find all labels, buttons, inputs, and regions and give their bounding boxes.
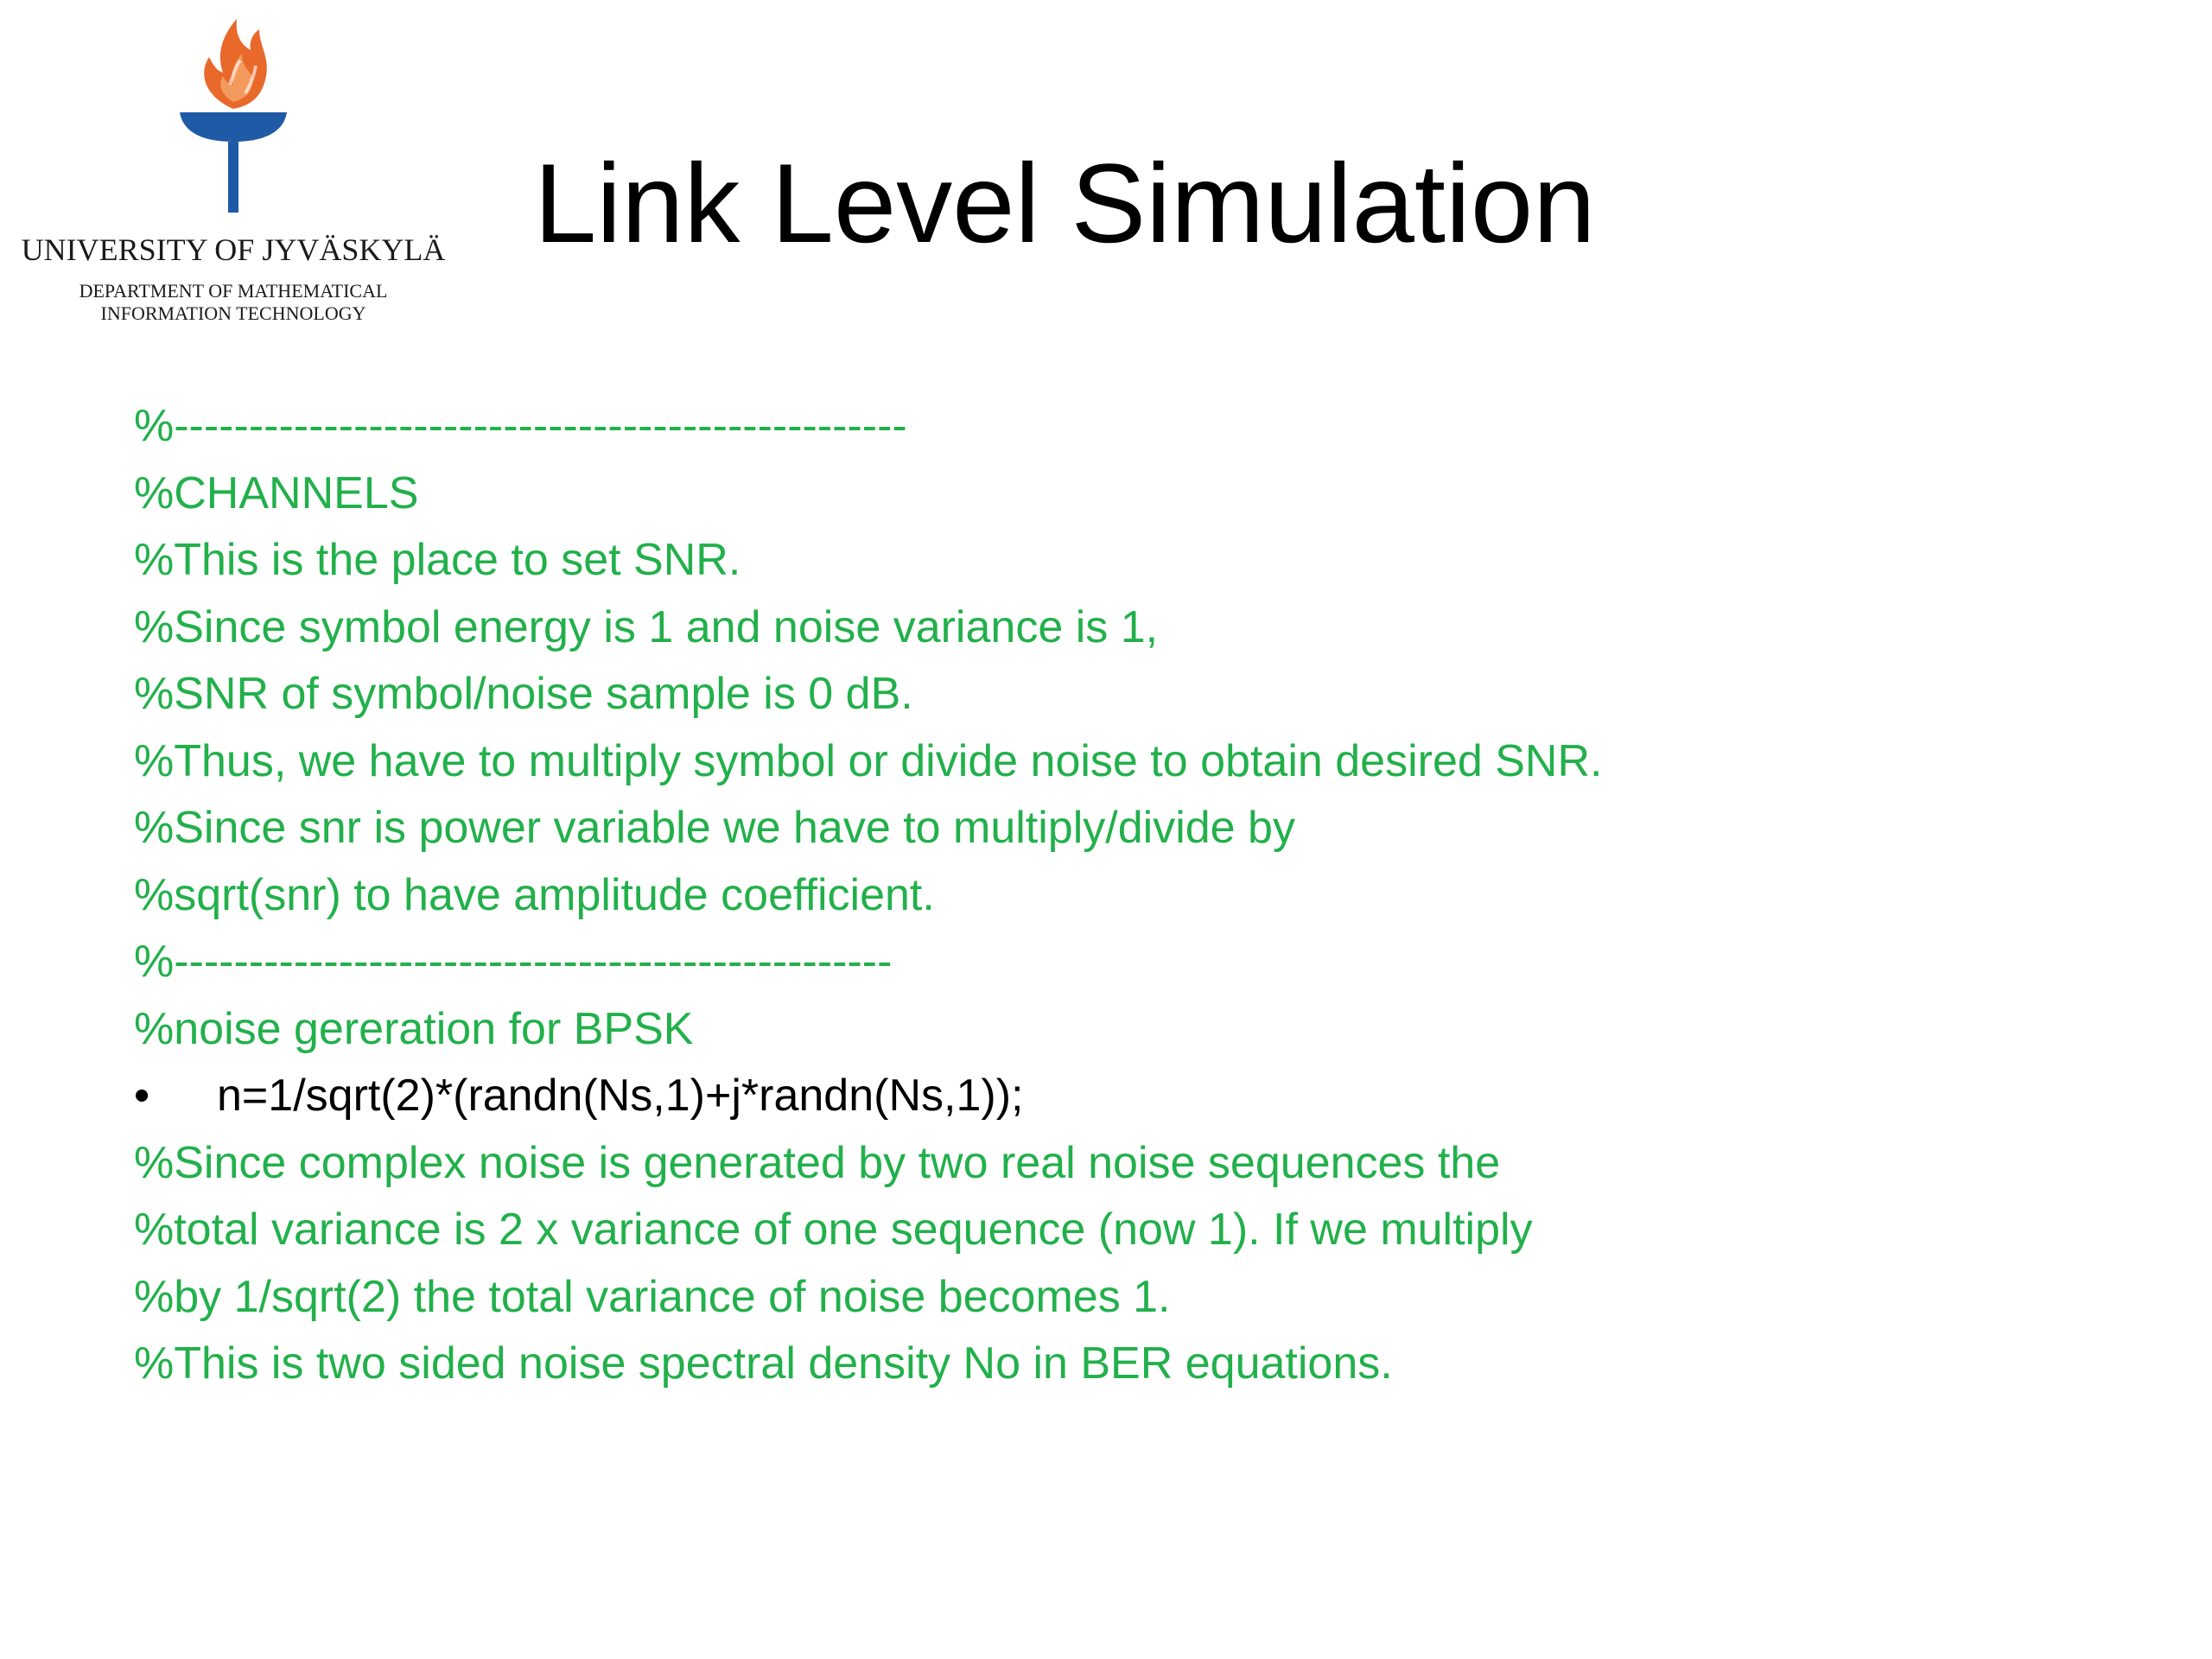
- logo-university-name: UNIVERSITY OF JYVÄSKYLÄ: [21, 232, 446, 267]
- comment-line: %------------------------------------------------: [134, 937, 893, 987]
- comment-line: %Thus, we have to multiply symbol or divide noise to obtain desired SNR.: [134, 735, 1603, 786]
- comment-line: %This is two sided noise spectral density No in BER equations.: [134, 1338, 1393, 1389]
- code-line: n=1/sqrt(2)*(randn(Ns,1)+j*randn(Ns,1));: [217, 1071, 1024, 1121]
- torch-icon: [173, 16, 294, 223]
- logo-department-line2: INFORMATION TECHNOLOGY: [100, 302, 366, 324]
- comment-line: %CHANNELS: [134, 467, 419, 518]
- slide-content: [134, 393, 2121, 1398]
- code-bullet: [134, 1063, 2121, 1130]
- logo-department: [17, 280, 449, 325]
- comment-line: %-------------------------------------------------: [134, 401, 907, 451]
- comment-line: %Since complex noise is generated by two real noise sequences the: [134, 1137, 1501, 1188]
- comment-line: %This is the place to set SNR.: [134, 535, 741, 585]
- bullet-marker: •: [134, 1071, 150, 1121]
- slide-title: Link Level Simulation: [534, 140, 1596, 266]
- comment-line: %Since symbol energy is 1 and noise variance is 1,: [134, 601, 1159, 652]
- comment-line: %noise gereration for BPSK: [134, 1003, 694, 1054]
- university-logo: [17, 16, 449, 324]
- comment-line: %total variance is 2 x variance of one sequence (now 1). If we multiply: [134, 1205, 1533, 1255]
- comment-line: %by 1/sqrt(2) the total variance of noise becomes 1.: [134, 1271, 1171, 1322]
- comment-line: %sqrt(snr) to have amplitude coefficient.: [134, 869, 935, 920]
- comment-line: %Since snr is power variable we have to multiply/divide by: [134, 803, 1295, 853]
- logo-department-line1: DEPARTMENT OF MATHEMATICAL: [79, 280, 388, 302]
- comment-line: %SNR of symbol/noise sample is 0 dB.: [134, 669, 913, 719]
